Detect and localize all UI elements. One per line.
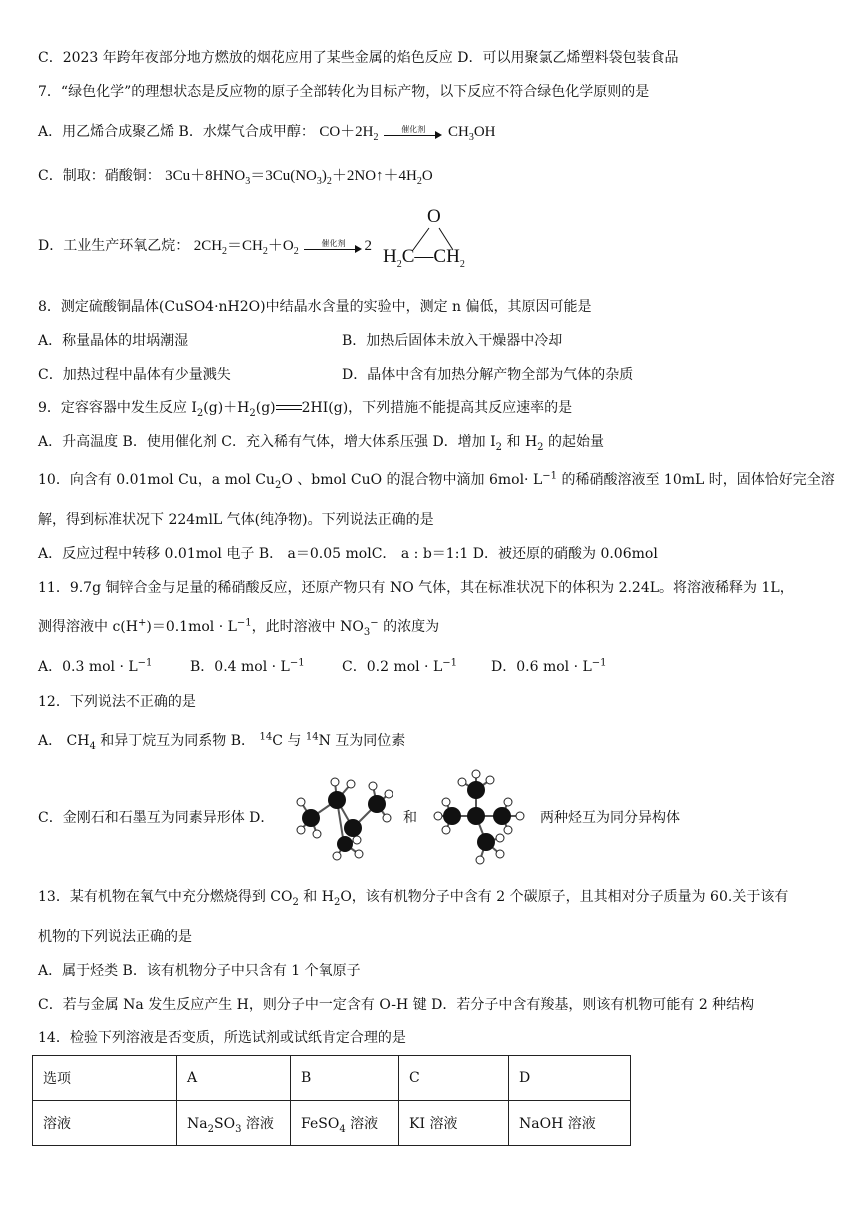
sup: −1 xyxy=(137,657,153,669)
q12-and: 和 xyxy=(403,810,417,826)
sub: 2 xyxy=(495,441,503,453)
sup: −1 xyxy=(542,470,558,482)
sup: −1 xyxy=(442,657,458,669)
table-row xyxy=(33,1056,631,1101)
q8-option-d: D．晶体中含有加热分解产物全部为气体的杂质 xyxy=(342,367,634,383)
eq-part: 3Cu＋8HNO xyxy=(165,168,246,184)
q11-option-a xyxy=(38,657,152,677)
q11-option-c xyxy=(342,657,457,677)
sub: 3 xyxy=(363,626,371,638)
sub: 3 xyxy=(235,1123,242,1135)
q8-option-b: B．加热后固体未放入干燥器中冷却 xyxy=(342,333,563,349)
q11-line1: 11．9.7g 铜锌合金与足量的稀硝酸反应，还原产物只有 NO 气体，其在标准状况下的体积为 2.24L。将溶液稀释为 1L， xyxy=(38,580,794,596)
q13-line2: 机物的下列说法正确的是 xyxy=(38,929,192,945)
q14-options-table xyxy=(32,1055,631,1146)
q11-part: ，此时溶液中 NO xyxy=(251,619,364,635)
sub: 2 xyxy=(373,132,379,143)
q11-part: 测得溶液中 c(H xyxy=(38,619,138,635)
table-cell xyxy=(177,1101,291,1146)
q9-opt: 和 H xyxy=(502,434,538,450)
q12-option-cd: C．金刚石和石墨互为同素异形体 D． xyxy=(38,810,275,826)
q11-option-d xyxy=(491,657,607,677)
q7-a-label: A．用乙烯合成聚乙烯 B．水煤气合成甲醇： xyxy=(38,124,315,140)
paren-close: ) xyxy=(321,168,327,184)
coef: 2 xyxy=(364,238,372,254)
eq-part: ＝CH xyxy=(227,238,263,254)
table-header-cell: 选项 xyxy=(33,1056,177,1101)
q14-stem: 14．检验下列溶液是否变质，所选试剂或试纸肯定合理的是 xyxy=(38,1030,406,1046)
sub: 2 xyxy=(396,258,402,270)
q10-part: O 、bmol CuO 的混合物中滴加 6mol· L xyxy=(281,472,543,488)
sub: 2 xyxy=(292,896,299,908)
q7-stem: 7．“绿色化学”的理想状态是反应物的原子全部转化为目标产物，以下反应不符合绿色化学原则的是 xyxy=(38,84,650,100)
q9-part: 2HI(g)，下列措施不能提高其反应速率的是 xyxy=(301,400,573,416)
q13-option-cd: C．若与金属 Na 发生反应产生 H，则分子中一定含有 O-H 键 D．若分子中含有羧基，则该有机物可能有 2 种结构 xyxy=(38,997,755,1013)
sub: 2 xyxy=(207,1123,214,1135)
q6-option-c: C．2023 年跨年夜部分地方燃放的烟花应用了某些金属的焰色反应 D．可以用聚氯乙烯塑料袋包装食品 xyxy=(38,50,679,66)
q10-line1 xyxy=(38,470,835,490)
eq-part: ＋O xyxy=(267,238,294,254)
molecule-model-1 xyxy=(293,772,393,864)
eq-right: CH xyxy=(447,124,469,140)
sub: 2 xyxy=(274,479,282,491)
q7-d-equation xyxy=(193,238,372,257)
q13-option-ab: A．属于烃类 B．该有机物分子中只含有 1 个氧原子 xyxy=(38,963,361,979)
table-cell: NaOH 溶液 xyxy=(509,1101,631,1146)
q7-b-equation xyxy=(319,124,496,143)
sub: 4 xyxy=(339,1123,346,1135)
eq-part: ＋2NO↑＋4H xyxy=(331,168,417,184)
molecule-model-2 xyxy=(430,768,535,866)
q11-part: 的浓度为 xyxy=(378,619,440,635)
q9-part: 9．定容容器中发生反应 I xyxy=(38,400,197,416)
eq-part: 2CH xyxy=(193,238,223,254)
sup: − xyxy=(370,617,379,629)
table-header-cell: B xyxy=(291,1056,399,1101)
cell-part: SO xyxy=(213,1116,236,1132)
cell-part: Na xyxy=(187,1116,208,1132)
sup: 14 xyxy=(259,731,273,743)
table-cell xyxy=(291,1101,399,1146)
opt: D．0.6 mol · L xyxy=(491,659,592,675)
cell-part: 溶液 xyxy=(345,1116,379,1132)
q7-option-ab xyxy=(38,122,496,142)
cell-part: 溶液 xyxy=(241,1116,274,1132)
catalyst-arrow xyxy=(384,126,442,140)
q12-end: 两种烃互为同分异构体 xyxy=(540,810,680,826)
table-row xyxy=(33,1101,631,1146)
epoxide-o: O xyxy=(427,206,441,227)
sub: 2 xyxy=(537,441,544,453)
q8-stem: 8．测定硫酸铜晶体(CuSO4·nH2O)中结晶水含量的实验中，测定 n 偏低，其原因可能是 xyxy=(38,299,592,315)
sub: 3 xyxy=(245,176,251,187)
sub: 2 xyxy=(222,246,228,257)
ch: —CH xyxy=(414,246,460,267)
q12-part: C 与 xyxy=(272,733,306,749)
q7-c-equation xyxy=(165,168,433,187)
sub: 3 xyxy=(316,176,322,187)
sup: −1 xyxy=(591,657,607,669)
sub: 2 xyxy=(333,896,341,908)
q11-part: )＝0.1mol · L xyxy=(146,619,237,635)
q12-stem: 12．下列说法不正确的是 xyxy=(38,694,196,710)
table-header-cell: C xyxy=(399,1056,509,1101)
table-header-cell: D xyxy=(509,1056,631,1101)
sub: 4 xyxy=(89,740,96,752)
sup: −1 xyxy=(236,617,252,629)
eq-part: ＝3Cu xyxy=(250,168,291,184)
epoxide-bottom xyxy=(383,246,465,268)
opt: B．0.4 mol · L xyxy=(190,659,290,675)
q13-line1 xyxy=(38,887,788,907)
q12-option-ab xyxy=(38,731,405,751)
q7-c-label: C．制取：硝酸铜： xyxy=(38,168,161,184)
catalyst-label: 催化剂 xyxy=(321,238,346,248)
sup: −1 xyxy=(289,657,305,669)
c: C xyxy=(401,246,415,267)
q13-part: O，该有机物分子中含有 2 个碳原子，且其相对分子质量为 60.关于该有 xyxy=(340,889,789,905)
q7-option-c xyxy=(38,166,433,186)
q9-options xyxy=(38,432,604,452)
opt: C．0.2 mol · L xyxy=(342,659,443,675)
sup: + xyxy=(137,617,147,629)
sub: 2 xyxy=(196,407,204,419)
sup: 14 xyxy=(305,731,319,743)
q12-part: 和异丁烷互为同系物 B． xyxy=(95,733,260,749)
q13-part: 13．某有机物在氧气中充分燃烧得到 CO xyxy=(38,889,293,905)
eq-part: (NO xyxy=(290,168,317,184)
sub: 2 xyxy=(262,246,268,257)
q12-part: N 互为同位素 xyxy=(318,733,406,749)
q9-part: (g)＋H xyxy=(203,400,250,416)
h: H xyxy=(383,246,397,267)
sub: 2 xyxy=(459,258,465,270)
q9-part: (g) xyxy=(255,400,276,416)
q11-option-b xyxy=(190,657,305,677)
q9-stem xyxy=(38,398,572,418)
q8-option-c: C．加热过程中晶体有少量溅失 xyxy=(38,367,231,383)
table-cell: KI 溶液 xyxy=(399,1101,509,1146)
q10-line2: 解，得到标准状况下 224mlL 气体(纯净物)。下列说法正确的是 xyxy=(38,512,434,528)
sub: 2 xyxy=(326,176,332,187)
q13-part: 和 H xyxy=(298,889,334,905)
q9-opt: 的起始量 xyxy=(543,434,604,450)
cell-part: FeSO xyxy=(301,1116,340,1132)
q10-part: 10．向含有 0.01mol Cu，a mol Cu xyxy=(38,472,275,488)
eq-right2: OH xyxy=(473,124,496,140)
sub: 2 xyxy=(293,246,299,257)
q11-line2 xyxy=(38,617,439,637)
q9-opt: A．升高温度 B．使用催化剂 C．充入稀有气体，增大体系压强 D．增加 I xyxy=(38,434,496,450)
opt: A．0.3 mol · L xyxy=(38,659,138,675)
q7-d-label: D．工业生产环氧乙烷： xyxy=(38,238,190,254)
q10-part: 的稀硝酸溶液至 10mL 时，固体恰好完全溶 xyxy=(557,472,835,488)
catalyst-label: 催化剂 xyxy=(401,124,426,134)
q8-option-a: A．称量晶体的坩埚潮湿 xyxy=(38,333,189,349)
sub: 2 xyxy=(416,176,422,187)
sub: 3 xyxy=(468,132,474,143)
equilibrium-arrow xyxy=(276,402,302,414)
q10-options: A．反应过程中转移 0.01mol 电子 B． a＝0.05 molC． a : b＝1:1 D．被还原的硝酸为 0.06mol xyxy=(38,546,658,562)
eq-part: O xyxy=(421,168,433,184)
table-cell: 溶液 xyxy=(33,1101,177,1146)
q12-part: A． CH xyxy=(38,733,90,749)
eq-left: CO＋2H xyxy=(319,124,374,140)
epoxide-structure xyxy=(383,206,503,276)
sub: 2 xyxy=(249,407,256,419)
catalyst-arrow xyxy=(304,240,362,254)
q7-option-d xyxy=(38,236,372,256)
table-header-cell: A xyxy=(177,1056,291,1101)
